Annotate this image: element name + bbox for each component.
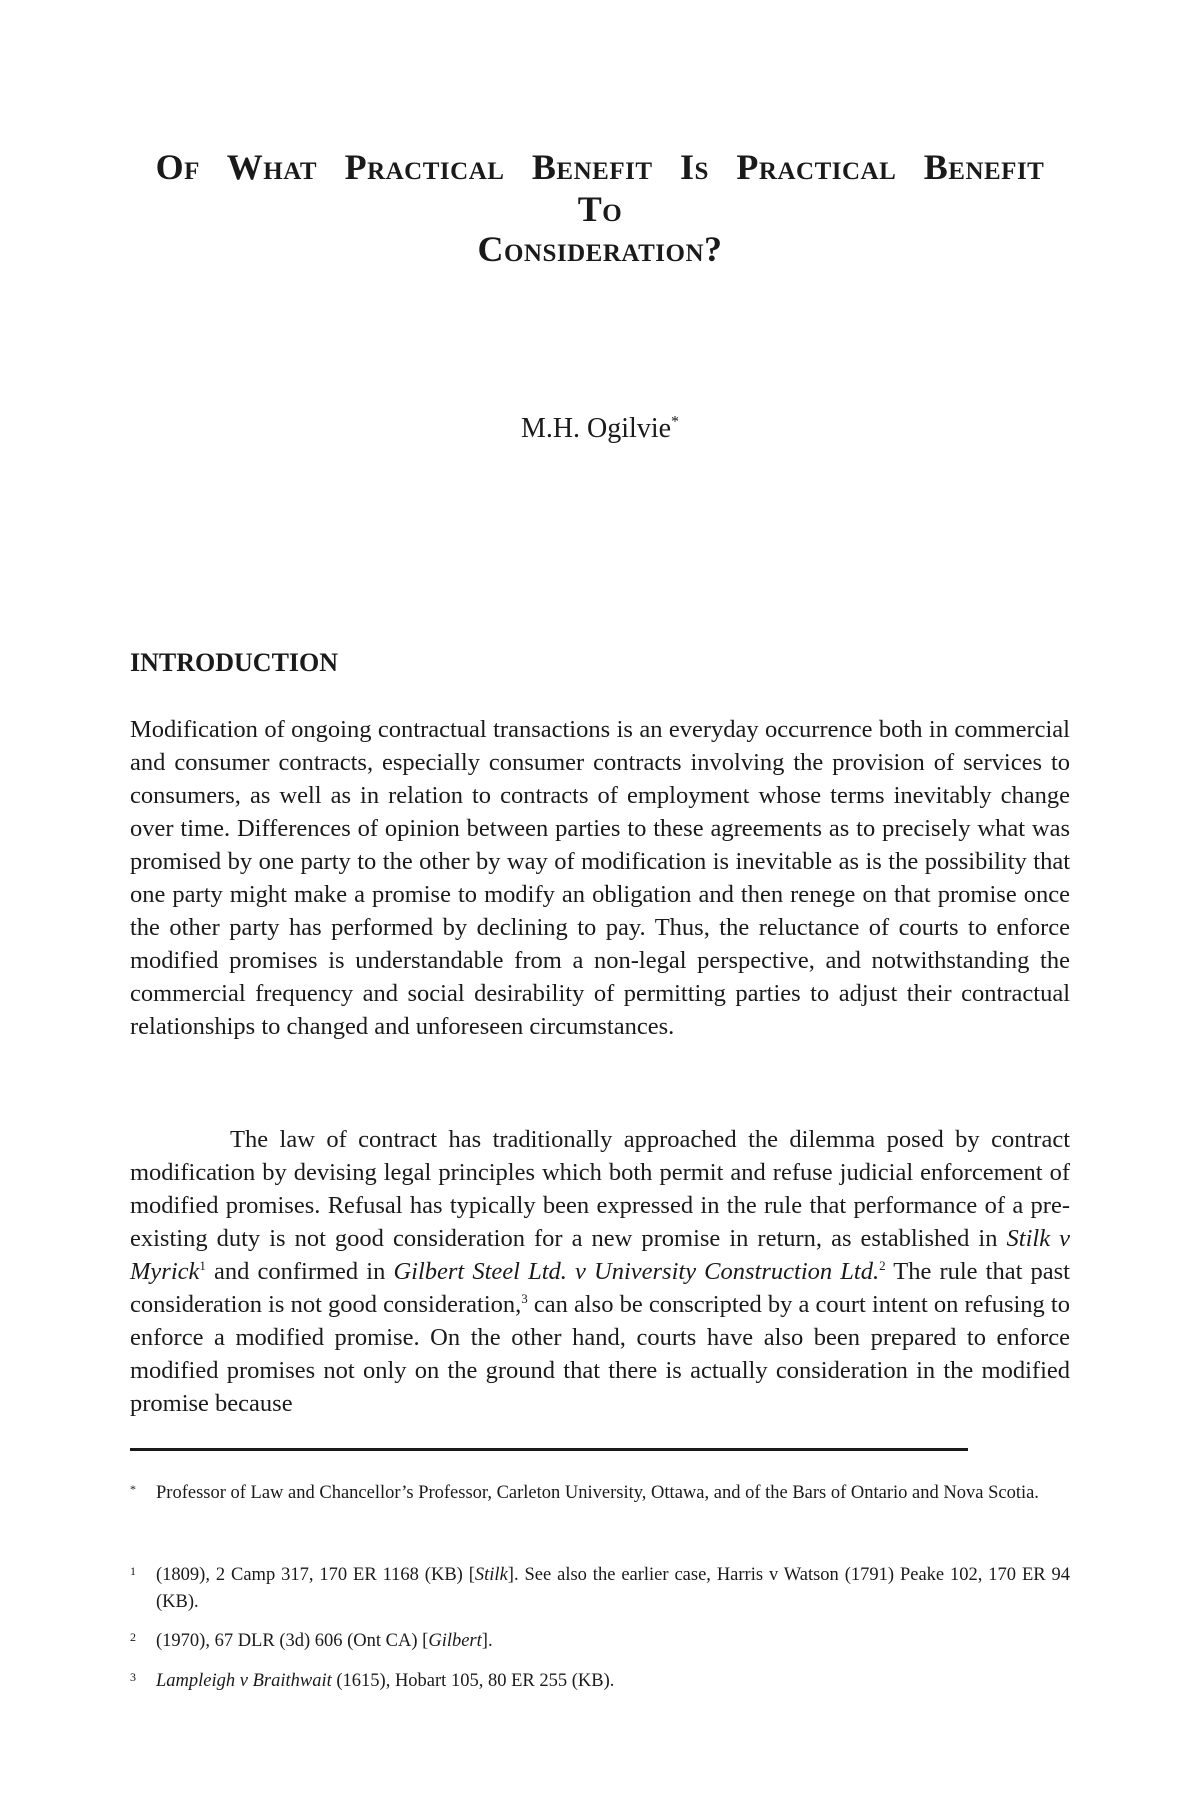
author-footnote-mark: *: [671, 413, 680, 431]
footnote-text-part: ].: [481, 1631, 493, 1651]
footnote-ref-3: 3: [521, 1290, 528, 1306]
footnote-text: [156, 1668, 1070, 1695]
article-title-line-2: Consideration?: [477, 229, 723, 269]
footnote-mark: 2: [130, 1630, 136, 1644]
author-name: M.H. Ogilvie: [520, 413, 672, 444]
footnote-2: [130, 1628, 1070, 1655]
body-paragraph-2: [130, 1123, 1070, 1420]
footnote-text: [156, 1628, 1070, 1655]
footnote-ref-2: 2: [879, 1257, 886, 1273]
section-heading: INTRODUCTION: [130, 648, 339, 677]
para2-text-3: The rule that past consideration is not good consideration,: [130, 1258, 1070, 1318]
footnote-1: [130, 1562, 1070, 1616]
para2-text-4: can also be conscripted by a court intent on refusing to enforce a modified promise. On the other hand, courts have also been prepared to enforce modified promises not only on the ground that there is actually consideration in the modified promise because: [130, 1291, 1070, 1417]
footnote-mark: 3: [130, 1670, 136, 1684]
footnote-text-part: (1809), 2 Camp 317, 170 ER 1168 (KB) [: [156, 1565, 475, 1585]
footnote-case-short-name: Gilbert: [428, 1631, 482, 1651]
footnote-mark: *: [130, 1482, 136, 1496]
footnote-text-part: (1615), Hobart 105, 80 ER 255 (KB).: [331, 1671, 615, 1691]
case-citation-gilbert: Gilbert Steel Ltd. v University Construction Ltd.: [393, 1258, 880, 1285]
footnote-mark: 1: [130, 1564, 136, 1578]
footnote-text-part: (1970), 67 DLR (3d) 606 (Ont CA) [: [156, 1631, 429, 1651]
author-line: [130, 413, 1070, 445]
article-title-line-1: Of What Practical Benefit Is Practical Benefit To: [155, 147, 1045, 229]
footnote-text: [156, 1562, 1070, 1616]
para2-text-2: and confirmed in: [205, 1258, 394, 1285]
body-paragraph-1: Modification of ongoing contractual transactions is an everyday occurrence both in commercial and consumer contracts, especially consumer contracts involving the provision of services to consumers, as well as in relation to contracts of employment whose terms inevitably change over time. Differences of opinion between parties to these agreements as to precisely what was promised by one party to the other by way of modification is inevitable as is the possibility that one party might make a promise to modify an obligation and then renege on that promise once the other party has performed by declining to pay. Thus, the reluctance of courts to enforce modified promises is understandable from a non-legal perspective, and notwithstanding the commercial frequency and social desirability of permitting parties to adjust their contractual relationships to changed and unforeseen circumstances.: [130, 716, 1070, 1040]
footnote-3: [130, 1668, 1070, 1695]
case-citation-stilk: Stilk v Myrick: [130, 1225, 1070, 1285]
footnote-text-part: ]. See also the earlier case, Harris v Watson (1791) Peake 102, 170 ER 94 (KB).: [156, 1565, 1071, 1612]
footnote-divider: [130, 1448, 968, 1451]
para2-text-1: The law of contract has traditionally approached the dilemma posed by contract modification by devising legal principles which both permit and refuse judicial enforcement of modified promises. Refusal has typically been expressed in the rule that performance of a pre-existing duty is not good consideration for a new promise in return, as established in: [130, 1126, 1070, 1252]
footnote-ref-1: 1: [199, 1257, 206, 1273]
footnote-text: Professor of Law and Chancellor’s Professor, Carleton University, Ottawa, and of the Bars of Ontario and Nova Scotia.: [156, 1483, 1039, 1503]
footnote-case-name: Lampleigh v Braithwait: [156, 1671, 332, 1691]
footnote-case-short-name: Stilk: [474, 1565, 508, 1585]
footnote-author: [130, 1480, 1070, 1507]
